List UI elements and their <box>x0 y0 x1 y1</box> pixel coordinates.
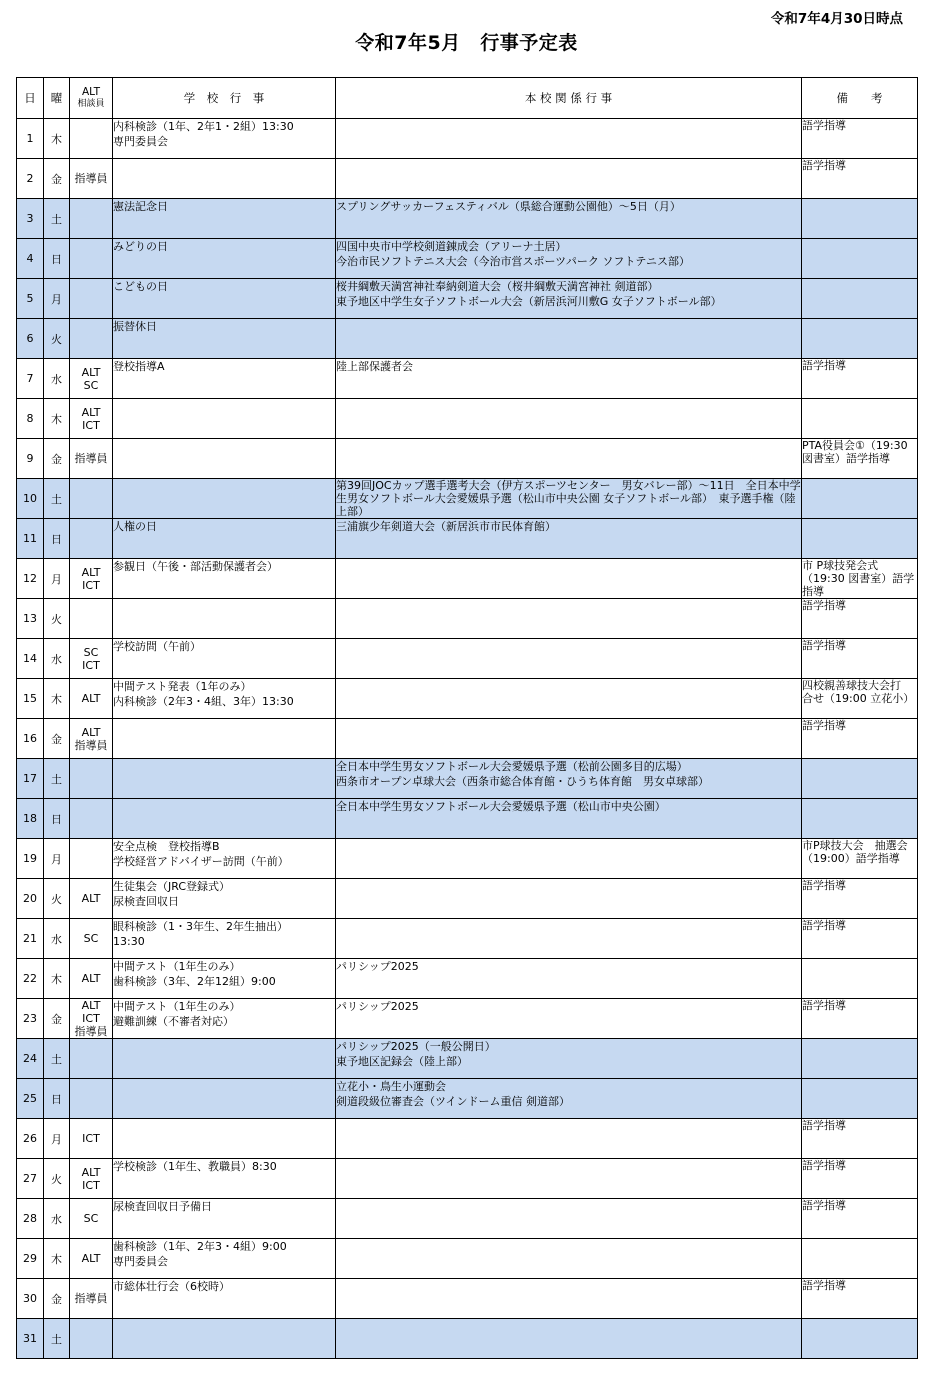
cell-related-event: 全日本中学生男女ソフトボール大会愛媛県予選（松山市中央公園） <box>336 799 802 839</box>
cell-alt-staff: ALT SC <box>70 359 113 399</box>
cell-day: 14 <box>17 639 44 679</box>
cell-alt-staff: SC <box>70 1199 113 1239</box>
cell-weekday: 土 <box>44 479 70 519</box>
cell-school-event: 学校訪問（午前） <box>113 639 336 679</box>
table-row <box>17 279 918 319</box>
table-row <box>17 159 918 199</box>
cell-school-event: みどりの日 <box>113 239 336 279</box>
cell-school-event <box>113 759 336 799</box>
cell-school-event: 憲法記念日 <box>113 199 336 239</box>
cell-school-event <box>113 599 336 639</box>
cell-day: 13 <box>17 599 44 639</box>
cell-related-event <box>336 1319 802 1359</box>
cell-weekday: 月 <box>44 559 70 599</box>
cell-related-event: パリシップ2025 <box>336 999 802 1039</box>
cell-related-event: 立花小・鳥生小運動会 剣道段級位審査会（ツインドーム重信 剣道部） <box>336 1079 802 1119</box>
cell-day: 11 <box>17 519 44 559</box>
table-row <box>17 1079 918 1119</box>
cell-school-event: 眼科検診（1・3年生、2年生抽出） 13:30 <box>113 919 336 959</box>
header-day: 日 <box>17 78 44 119</box>
table-row <box>17 119 918 159</box>
cell-remarks <box>802 1239 918 1279</box>
cell-weekday: 土 <box>44 1319 70 1359</box>
schedule-table <box>16 77 918 1359</box>
cell-weekday: 水 <box>44 919 70 959</box>
cell-remarks: 語学指導 <box>802 919 918 959</box>
cell-school-event <box>113 439 336 479</box>
cell-remarks <box>802 199 918 239</box>
cell-weekday: 日 <box>44 799 70 839</box>
cell-alt-staff <box>70 319 113 359</box>
cell-alt-staff <box>70 759 113 799</box>
cell-day: 5 <box>17 279 44 319</box>
cell-day: 3 <box>17 199 44 239</box>
cell-related-event <box>336 679 802 719</box>
cell-alt-staff <box>70 519 113 559</box>
cell-related-event: 三浦旗少年剣道大会（新居浜市市民体育館） <box>336 519 802 559</box>
cell-school-event <box>113 399 336 439</box>
cell-alt-staff: 指導員 <box>70 439 113 479</box>
cell-weekday: 月 <box>44 279 70 319</box>
cell-day: 2 <box>17 159 44 199</box>
cell-remarks <box>802 319 918 359</box>
cell-school-event <box>113 1119 336 1159</box>
cell-remarks: 語学指導 <box>802 359 918 399</box>
cell-day: 27 <box>17 1159 44 1199</box>
cell-related-event <box>336 599 802 639</box>
cell-weekday: 日 <box>44 1079 70 1119</box>
cell-alt-staff: 指導員 <box>70 1279 113 1319</box>
cell-weekday: 水 <box>44 359 70 399</box>
cell-related-event <box>336 639 802 679</box>
cell-weekday: 木 <box>44 1239 70 1279</box>
cell-alt-staff <box>70 1039 113 1079</box>
cell-day: 20 <box>17 879 44 919</box>
cell-related-event <box>336 919 802 959</box>
table-row <box>17 1039 918 1079</box>
header-alt <box>70 78 113 119</box>
table-row <box>17 399 918 439</box>
cell-day: 28 <box>17 1199 44 1239</box>
cell-school-event: 生徒集会（JRC登録式） 尿検査回収日 <box>113 879 336 919</box>
cell-alt-staff <box>70 119 113 159</box>
cell-related-event <box>336 719 802 759</box>
cell-related-event: パリシップ2025 <box>336 959 802 999</box>
cell-related-event: パリシップ2025（一般公開日） 東予地区記録会（陸上部） <box>336 1039 802 1079</box>
cell-day: 1 <box>17 119 44 159</box>
cell-school-event: 参観日（午後・部活動保護者会） <box>113 559 336 599</box>
cell-remarks: 語学指導 <box>802 119 918 159</box>
cell-weekday: 土 <box>44 1039 70 1079</box>
cell-school-event: 中間テスト（1年生のみ） 歯科検診（3年、2年12組）9:00 <box>113 959 336 999</box>
cell-alt-staff: ALT <box>70 879 113 919</box>
cell-related-event <box>336 1199 802 1239</box>
cell-weekday: 金 <box>44 719 70 759</box>
cell-remarks <box>802 759 918 799</box>
table-row <box>17 559 918 599</box>
cell-school-event: 人権の日 <box>113 519 336 559</box>
cell-weekday: 日 <box>44 519 70 559</box>
cell-alt-staff <box>70 199 113 239</box>
table-row <box>17 799 918 839</box>
cell-school-event: 登校指導A <box>113 359 336 399</box>
cell-school-event: 学校検診（1年生、教職員）8:30 <box>113 1159 336 1199</box>
cell-alt-staff: ALT <box>70 959 113 999</box>
schedule-header <box>17 78 918 119</box>
cell-alt-staff: ALT ICT 指導員 <box>70 999 113 1039</box>
cell-weekday: 木 <box>44 679 70 719</box>
cell-related-event: 第39回JOCカップ選手選考大会（伊方スポーツセンター 男女バレー部）～11日 全日本中学生男女ソフトボール大会愛媛県予選（松山市中央公園 女子ソフトボール部） 東予選手権（陸上部） <box>336 479 801 518</box>
schedule-body <box>17 119 918 1359</box>
header-school-events: 学 校 行 事 <box>113 78 336 119</box>
page-title: 令和7年5月 行事予定表 <box>355 32 578 54</box>
cell-remarks <box>802 279 918 319</box>
cell-day: 23 <box>17 999 44 1039</box>
table-row <box>17 639 918 679</box>
cell-remarks: 語学指導 <box>802 1119 918 1159</box>
table-row <box>17 1119 918 1159</box>
cell-day: 15 <box>17 679 44 719</box>
cell-related-event <box>336 1119 802 1159</box>
cell-remarks <box>802 1319 918 1359</box>
cell-remarks <box>802 479 918 519</box>
cell-remarks: 語学指導 <box>802 879 918 919</box>
cell-weekday: 火 <box>44 879 70 919</box>
cell-remarks <box>802 239 918 279</box>
table-row <box>17 839 918 879</box>
cell-remarks: 語学指導 <box>802 999 918 1039</box>
cell-day: 21 <box>17 919 44 959</box>
cell-alt-staff <box>70 239 113 279</box>
table-row <box>17 719 918 759</box>
cell-day: 30 <box>17 1279 44 1319</box>
cell-remarks: 語学指導 <box>802 599 918 639</box>
cell-remarks: 語学指導 <box>802 1279 918 1319</box>
cell-remarks: 市 P球技発会式 （19:30 図書室）語学 指導 <box>802 559 918 599</box>
cell-remarks: 市P球技大会 抽選会 （19:00）語学指導 <box>802 839 918 879</box>
cell-day: 12 <box>17 559 44 599</box>
table-row <box>17 1279 918 1319</box>
cell-related-event <box>336 119 802 159</box>
cell-day: 16 <box>17 719 44 759</box>
table-row <box>17 479 918 519</box>
cell-school-event: 中間テスト（1年生のみ） 避難訓練（不審者対応） <box>113 999 336 1039</box>
cell-weekday: 日 <box>44 239 70 279</box>
cell-alt-staff <box>70 279 113 319</box>
table-row <box>17 679 918 719</box>
cell-day: 24 <box>17 1039 44 1079</box>
cell-school-event: 市総体壮行会（6校時） <box>113 1279 336 1319</box>
cell-related-event <box>336 159 802 199</box>
cell-alt-staff <box>70 599 113 639</box>
cell-related-event <box>336 1279 802 1319</box>
cell-remarks <box>802 1039 918 1079</box>
cell-school-event: 歯科検診（1年、2年3・4組）9:00 専門委員会 <box>113 1239 336 1279</box>
cell-alt-staff <box>70 1319 113 1359</box>
cell-day: 31 <box>17 1319 44 1359</box>
cell-day: 6 <box>17 319 44 359</box>
cell-weekday: 木 <box>44 119 70 159</box>
cell-day: 26 <box>17 1119 44 1159</box>
cell-alt-staff: ALT ICT <box>70 559 113 599</box>
cell-related-event <box>336 399 802 439</box>
cell-school-event: 振替休日 <box>113 319 336 359</box>
cell-alt-staff: ALT 指導員 <box>70 719 113 759</box>
table-row <box>17 759 918 799</box>
cell-day: 17 <box>17 759 44 799</box>
cell-day: 4 <box>17 239 44 279</box>
cell-remarks: 語学指導 <box>802 1199 918 1239</box>
cell-alt-staff: ALT ICT <box>70 399 113 439</box>
cell-day: 9 <box>17 439 44 479</box>
cell-weekday: 土 <box>44 199 70 239</box>
cell-day: 25 <box>17 1079 44 1119</box>
cell-day: 18 <box>17 799 44 839</box>
table-row <box>17 199 918 239</box>
cell-related-event: 全日本中学生男女ソフトボール大会愛媛県予選（松前公園多目的広場） 西条市オープン卓球大会（西条市総合体育館・ひうち体育館 男女卓球部） <box>336 759 802 799</box>
cell-alt-staff <box>70 799 113 839</box>
cell-alt-staff: ALT <box>70 1239 113 1279</box>
as-of-date: 令和7年4月30日時点 <box>770 11 903 27</box>
header-weekday: 曜 <box>44 78 70 119</box>
table-row <box>17 239 918 279</box>
cell-remarks <box>802 399 918 439</box>
cell-weekday: 金 <box>44 1279 70 1319</box>
cell-weekday: 月 <box>44 1119 70 1159</box>
cell-alt-staff <box>70 479 113 519</box>
table-row <box>17 439 918 479</box>
cell-alt-staff: ICT <box>70 1119 113 1159</box>
cell-school-event: 尿検査回収日予備日 <box>113 1199 336 1239</box>
cell-day: 19 <box>17 839 44 879</box>
cell-remarks: 語学指導 <box>802 719 918 759</box>
cell-related-event <box>336 439 802 479</box>
cell-alt-staff: ALT ICT <box>70 1159 113 1199</box>
cell-school-event <box>113 799 336 839</box>
cell-school-event: こどもの日 <box>113 279 336 319</box>
table-row <box>17 1159 918 1199</box>
cell-weekday: 月 <box>44 839 70 879</box>
cell-alt-staff <box>70 839 113 879</box>
table-row <box>17 1239 918 1279</box>
cell-related-event: 四国中央市中学校剣道錬成会（アリーナ土居） 今治市民ソフトテニス大会（今治市営スポーツパーク ソフトテニス部） <box>336 239 802 279</box>
cell-school-event <box>113 479 336 519</box>
cell-weekday: 水 <box>44 1199 70 1239</box>
cell-related-event <box>336 879 802 919</box>
cell-school-event: 安全点検 登校指導B 学校経営アドバイザー訪問（午前） <box>113 839 336 879</box>
cell-alt-staff: ALT <box>70 679 113 719</box>
cell-remarks: 四校親善球技大会打 合せ（19:00 立花小） <box>802 679 918 719</box>
cell-weekday: 金 <box>44 159 70 199</box>
table-row <box>17 879 918 919</box>
cell-weekday: 金 <box>44 999 70 1039</box>
table-row <box>17 319 918 359</box>
cell-school-event: 内科検診（1年、2年1・2組）13:30 専門委員会 <box>113 119 336 159</box>
cell-school-event <box>113 159 336 199</box>
cell-related-event <box>336 559 802 599</box>
table-row <box>17 919 918 959</box>
cell-day: 29 <box>17 1239 44 1279</box>
cell-school-event: 中間テスト発表（1年のみ） 内科検診（2年3・4組、3年）13:30 <box>113 679 336 719</box>
cell-remarks <box>802 1079 918 1119</box>
header-alt-top: ALT <box>81 86 100 98</box>
cell-remarks <box>802 799 918 839</box>
cell-remarks <box>802 519 918 559</box>
cell-school-event <box>113 719 336 759</box>
cell-weekday: 水 <box>44 639 70 679</box>
cell-remarks: 語学指導 <box>802 159 918 199</box>
cell-remarks: 語学指導 <box>802 639 918 679</box>
cell-day: 10 <box>17 479 44 519</box>
cell-related-event <box>336 1159 802 1199</box>
cell-remarks: 語学指導 <box>802 1159 918 1199</box>
cell-related-event: 陸上部保護者会 <box>336 359 802 399</box>
table-row <box>17 999 918 1039</box>
cell-alt-staff: 指導員 <box>70 159 113 199</box>
table-row <box>17 599 918 639</box>
cell-weekday: 木 <box>44 959 70 999</box>
cell-day: 22 <box>17 959 44 999</box>
cell-alt-staff <box>70 1079 113 1119</box>
cell-day: 8 <box>17 399 44 439</box>
cell-remarks <box>802 959 918 999</box>
cell-day: 7 <box>17 359 44 399</box>
cell-related-event: スプリングサッカーフェスティバル（県総合運動公園他）～5日（月） <box>336 199 802 239</box>
cell-school-event <box>113 1039 336 1079</box>
cell-school-event <box>113 1079 336 1119</box>
cell-related-event <box>336 319 802 359</box>
cell-weekday: 火 <box>44 1159 70 1199</box>
header-related-events: 本 校 関 係 行 事 <box>336 78 802 119</box>
cell-weekday: 木 <box>44 399 70 439</box>
cell-weekday: 火 <box>44 319 70 359</box>
cell-alt-staff: SC ICT <box>70 639 113 679</box>
table-row <box>17 959 918 999</box>
table-row <box>17 1319 918 1359</box>
cell-school-event <box>113 1319 336 1359</box>
cell-weekday: 火 <box>44 599 70 639</box>
cell-related-event: 桜井綱敷天満宮神社奉納剣道大会（桜井綱敷天満宮神社 剣道部） 東予地区中学生女子ソフトボール大会（新居浜河川敷G 女子ソフトボール部） <box>336 279 802 319</box>
table-row <box>17 519 918 559</box>
cell-weekday: 土 <box>44 759 70 799</box>
cell-remarks: PTA役員会①（19:30 図書室）語学指導 <box>802 439 918 479</box>
header-alt-bottom: 相談員 <box>77 99 105 109</box>
table-row <box>17 359 918 399</box>
cell-related-event <box>336 839 802 879</box>
table-row <box>17 1199 918 1239</box>
header-remarks: 備 考 <box>802 78 918 119</box>
cell-related-event <box>336 1239 802 1279</box>
cell-weekday: 金 <box>44 439 70 479</box>
cell-alt-staff: SC <box>70 919 113 959</box>
